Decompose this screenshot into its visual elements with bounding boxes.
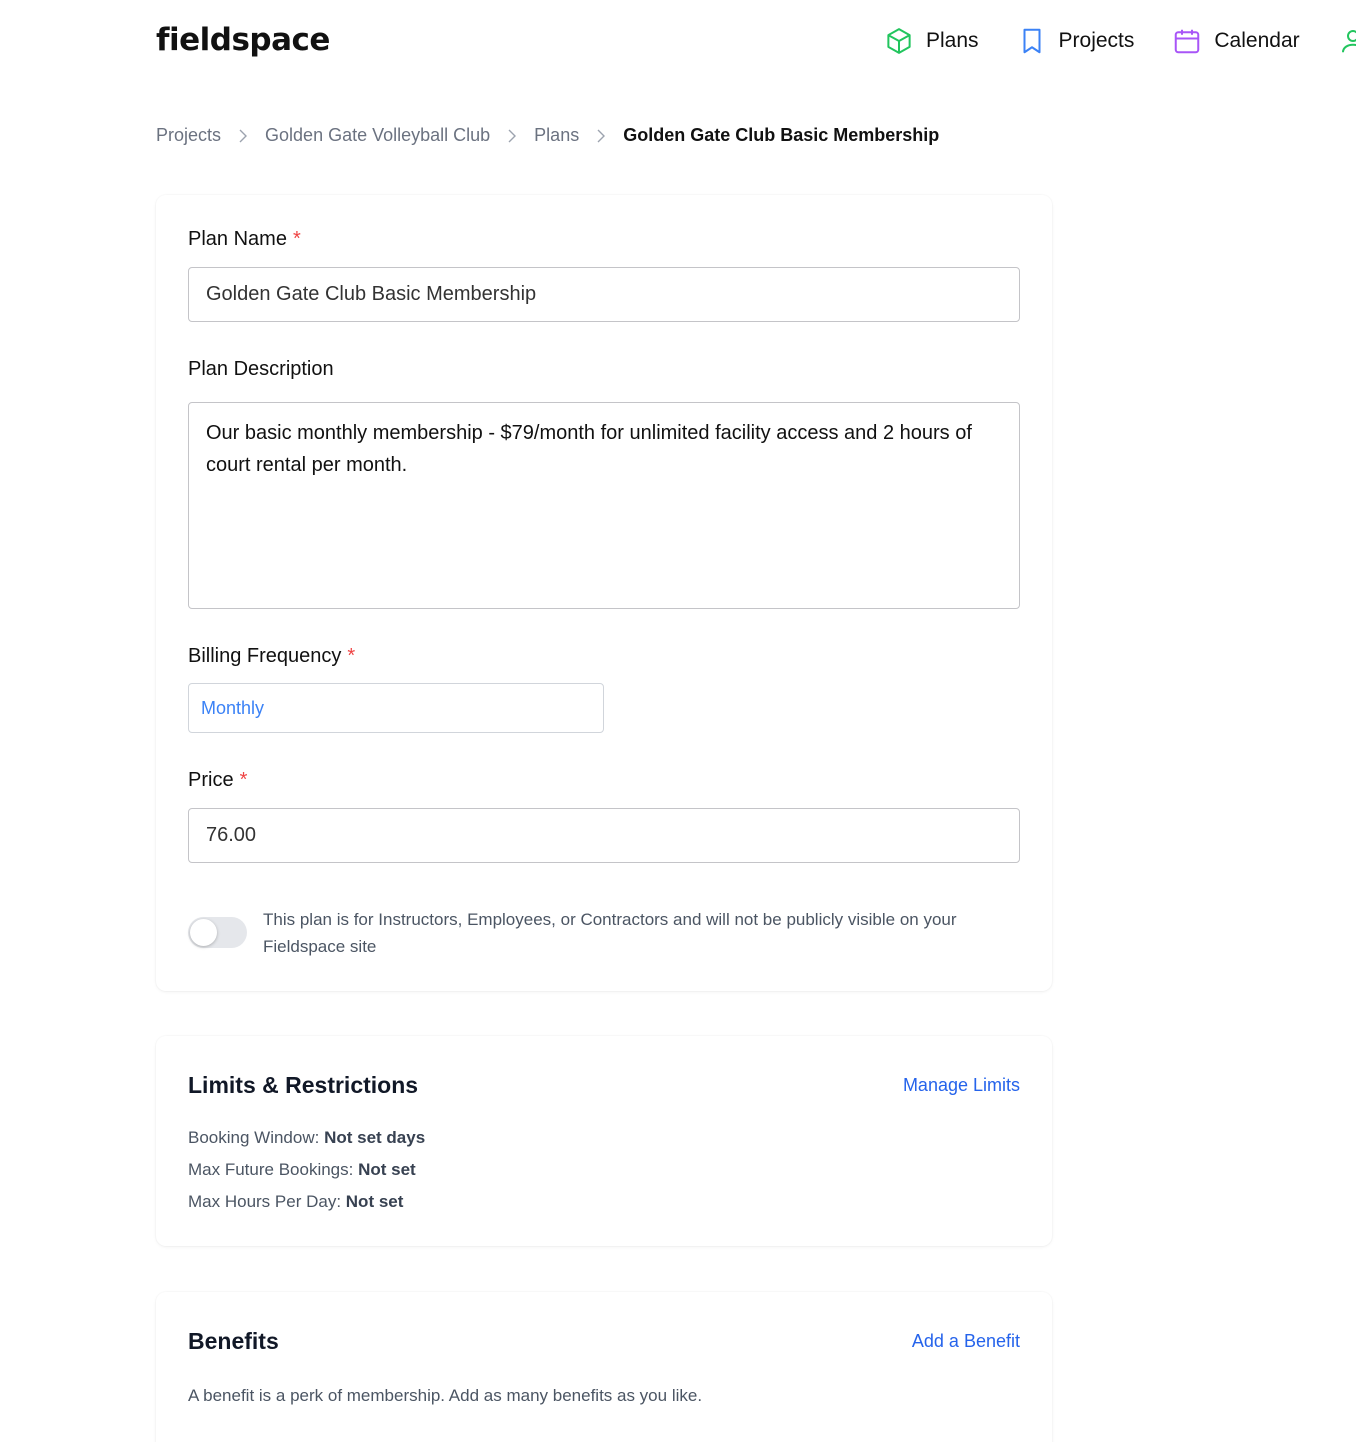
main-nav bbox=[884, 26, 1356, 56]
billing-frequency-label-text: Billing Frequency bbox=[188, 645, 342, 667]
benefits-title: Benefits bbox=[188, 1328, 279, 1354]
fieldspace-logo[interactable]: fieldspace bbox=[156, 22, 330, 58]
limits-title: Limits & Restrictions bbox=[188, 1072, 419, 1098]
limits-card bbox=[156, 1036, 1052, 1246]
breadcrumb-projects[interactable]: Projects bbox=[156, 125, 222, 145]
limit-booking-window bbox=[188, 1128, 425, 1148]
breadcrumb-current: Golden Gate Club Basic Membership bbox=[623, 125, 940, 145]
calendar-icon bbox=[1172, 26, 1202, 56]
limit-max-future-bookings bbox=[188, 1160, 416, 1180]
price-input[interactable]: 76.00 bbox=[188, 808, 1020, 863]
manage-limits-link[interactable]: Manage Limits bbox=[902, 1075, 1020, 1095]
plan-name-label bbox=[188, 228, 301, 251]
billing-frequency-label bbox=[188, 645, 355, 668]
private-plan-toggle-label: This plan is for Instructors, Employees, or Contractors and will not be publicly visible on your Fieldspace site bbox=[263, 910, 957, 956]
nav-calendar-label: Calendar bbox=[1214, 29, 1300, 52]
user-icon bbox=[1338, 26, 1356, 56]
nav-calendar[interactable] bbox=[1172, 26, 1299, 56]
price-label-text: Price bbox=[188, 769, 234, 791]
bookmark-icon bbox=[1017, 26, 1047, 56]
breadcrumb-plans[interactable]: Plans bbox=[534, 125, 580, 145]
plan-details-card bbox=[156, 195, 1052, 991]
limit-max-hours-per-day bbox=[188, 1192, 403, 1212]
chevron-right-icon bbox=[507, 128, 517, 144]
limit-value: Not set bbox=[358, 1160, 416, 1179]
required-asterisk: * bbox=[292, 228, 301, 250]
plan-description-label: Plan Description bbox=[188, 358, 334, 380]
private-plan-toggle[interactable] bbox=[188, 917, 247, 948]
nav-projects-label: Projects bbox=[1058, 29, 1135, 52]
cube-icon bbox=[884, 26, 914, 56]
toggle-knob bbox=[190, 919, 217, 946]
nav-plans[interactable] bbox=[884, 26, 979, 56]
chevron-right-icon bbox=[596, 128, 606, 144]
plan-description-textarea[interactable]: Our basic monthly membership - $79/month for unlimited facility access and 2 hours of court rental per month. bbox=[188, 402, 1020, 609]
billing-frequency-select[interactable]: Monthly bbox=[188, 683, 604, 733]
limit-label: Max Hours Per Day: bbox=[188, 1192, 342, 1211]
limit-value: Not set days bbox=[324, 1128, 426, 1147]
nav-projects[interactable] bbox=[1017, 26, 1135, 56]
nav-plans-label: Plans bbox=[926, 29, 979, 52]
top-nav-bar bbox=[0, 0, 1356, 90]
limit-label: Booking Window: bbox=[188, 1128, 320, 1147]
plan-name-label-text: Plan Name bbox=[188, 228, 287, 250]
benefits-description: A benefit is a perk of membership. Add as many benefits as you like. bbox=[188, 1386, 703, 1405]
limit-label: Max Future Bookings: bbox=[188, 1160, 354, 1179]
benefits-card bbox=[156, 1292, 1052, 1442]
required-asterisk: * bbox=[239, 769, 248, 791]
breadcrumb bbox=[156, 125, 939, 146]
breadcrumb-club[interactable]: Golden Gate Volleyball Club bbox=[265, 125, 491, 145]
add-benefit-link[interactable]: Add a Benefit bbox=[911, 1331, 1020, 1351]
limit-value: Not set bbox=[345, 1192, 404, 1211]
plan-name-input[interactable]: Golden Gate Club Basic Membership bbox=[188, 267, 1020, 322]
chevron-right-icon bbox=[238, 128, 248, 144]
price-label bbox=[188, 769, 247, 792]
required-asterisk: * bbox=[347, 645, 356, 667]
nav-account[interactable] bbox=[1338, 26, 1356, 56]
